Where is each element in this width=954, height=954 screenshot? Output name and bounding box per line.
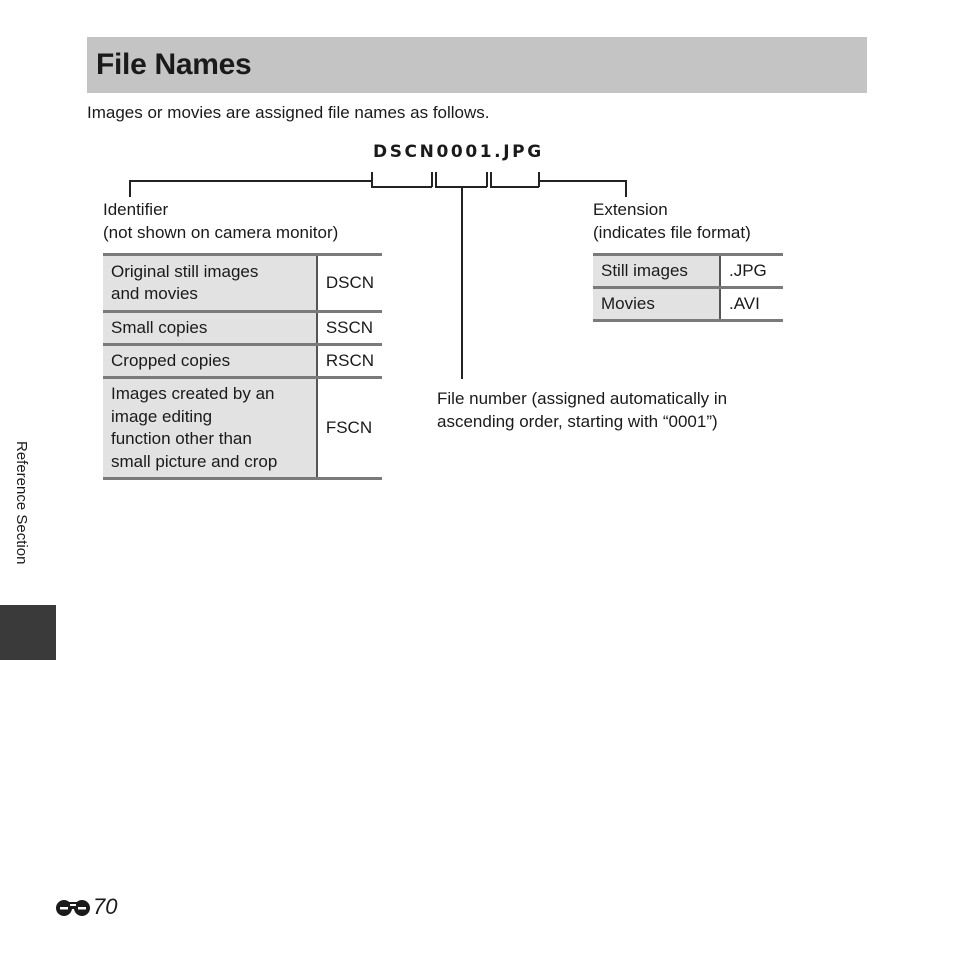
page-number: [55, 894, 117, 920]
table-row: [103, 345, 382, 378]
identifier-description: Original still images and movies: [103, 255, 317, 312]
file-number-label-line2: ascending order, starting with “0001”): [437, 412, 718, 431]
side-tab-label: Reference Section: [13, 441, 30, 565]
table-row: [103, 255, 382, 312]
example-file-name: DSCN0001.JPG: [373, 142, 544, 162]
identifier-code: RSCN: [317, 345, 382, 378]
identifier-description: Small copies: [103, 312, 317, 345]
intro-text: Images or movies are assigned file names as follows.: [87, 103, 490, 122]
identifier-code: SSCN: [317, 312, 382, 345]
table-row: [593, 255, 783, 288]
identifier-table: [103, 253, 382, 480]
identifier-description: Images created by an image editing function other than small picture and crop: [103, 378, 317, 479]
identifier-heading: Identifier: [103, 200, 169, 219]
table-row: [103, 312, 382, 345]
section-tab: [0, 605, 56, 660]
binoculars-icon: [55, 896, 91, 918]
page-title: File Names: [96, 48, 252, 81]
extension-heading: Extension: [593, 200, 668, 219]
page-number-value: 70: [93, 894, 118, 919]
identifier-code: FSCN: [317, 378, 382, 479]
identifier-note: (not shown on camera monitor): [103, 223, 339, 242]
extension-table: [593, 253, 783, 322]
extension-code: .JPG: [720, 255, 783, 288]
extension-description: Movies: [593, 288, 720, 321]
table-row: [103, 378, 382, 479]
extension-description: Still images: [593, 255, 720, 288]
file-number-label-line1: File number (assigned automatically in: [437, 389, 728, 408]
identifier-code: DSCN: [317, 255, 382, 312]
extension-code: .AVI: [720, 288, 783, 321]
identifier-description: Cropped copies: [103, 345, 317, 378]
extension-note: (indicates file format): [593, 223, 751, 242]
table-row: [593, 288, 783, 321]
